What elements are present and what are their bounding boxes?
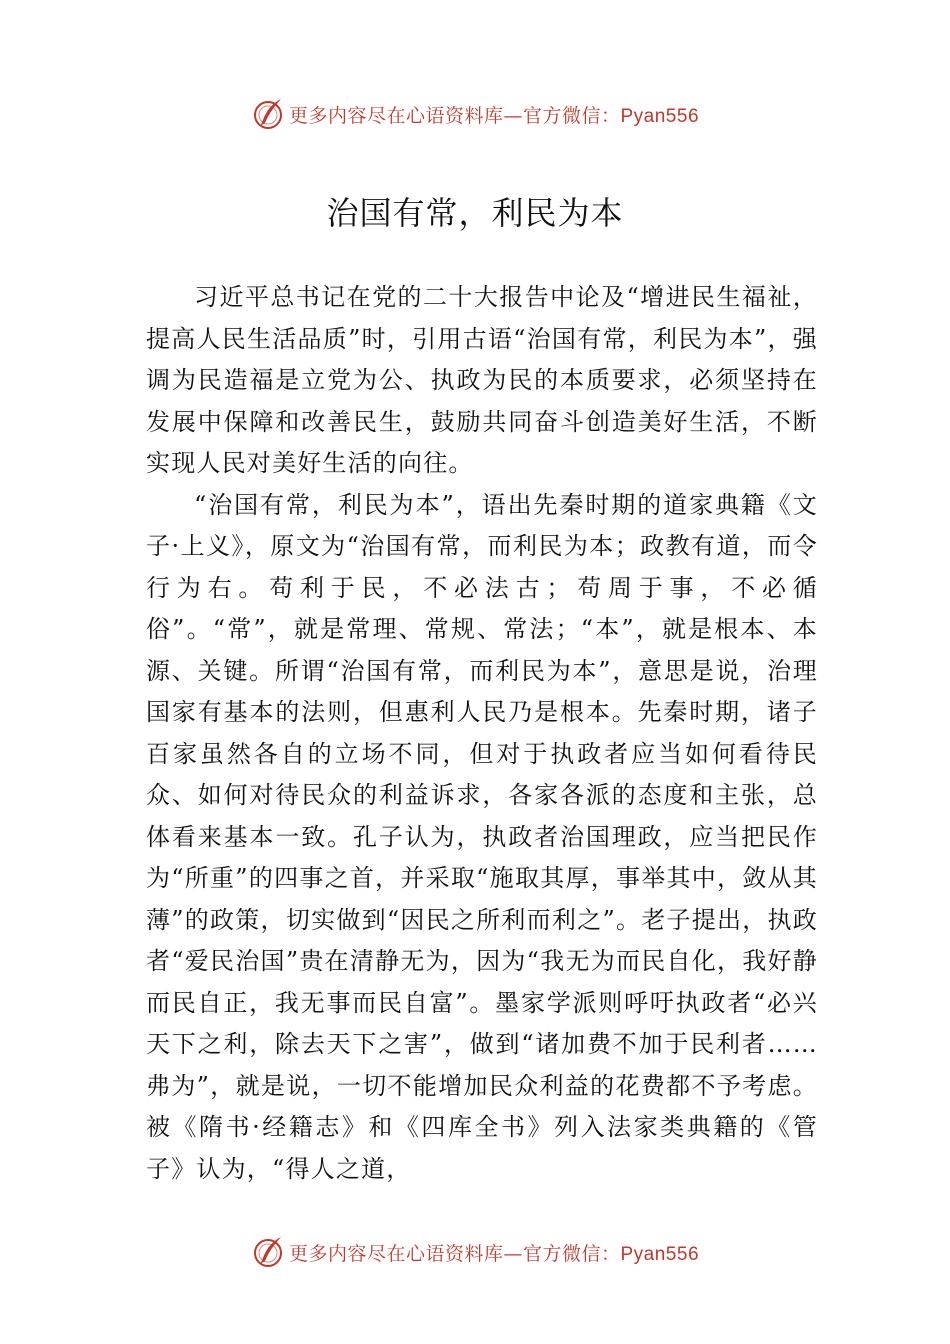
header-banner: [0, 94, 950, 134]
banner-text: 更多内容尽在心语资料库—官方微信：Pyan556: [288, 104, 700, 127]
paragraph: 习近平总书记在党的二十大报告中论及“增进民生福祉，提高人民生活品质”时，引用古语“治国有常，利民为本”，强调为民造福是立党为公、执政为民的本质要求，必须坚持在发展中保障和改善民生，鼓励共同奋斗创造美好生活，不断实现人民对美好生活的向往。: [146, 283, 818, 477]
paragraph: “治国有常，利民为本”，语出先秦时期的道家典籍《文子·上义》，原文为“治国有常，而利民为本；政教有道，而令行为右。苟利于民，不必法古；苟周于事，不必循俗”。“常”，就是常理、常规、常法；“本”，就是根本、本源、关键。所谓“治国有常，而利民为本”，意思是说，治理国家有基本的法则，但惠利人民乃是根本。先秦时期，诸子百家虽然各自的立场不同，但对于执政者应当如何看待民众、如何对待民众的利益诉求，各家各派的态度和主张，总体看来基本一致。孔子认为，执政者治国理政，应当把民作为“所重”的四事之首，并采取“施取其厚，事举其中，敛从其薄”的政策，切实做到“因民之所利而利之”。老子提出，执政者“爱民治国”贵在清静无为，因为“我无为而民自化，我好静而民自正，我无事而民自富”。墨家学派则呼吁执政者“必兴天下之利，除去天下之害”，做到“诸加费不加于民利者……弗为”，就是说，一切不能增加民众利益的花费都不予考虑。被《隋书·经籍志》和《四库全书》列入法家类典籍的《管子》认为，“得人之道，: [146, 490, 818, 1183]
wechat-id: Pyan556: [620, 1243, 700, 1265]
quill-logo-icon: [251, 96, 287, 132]
wechat-id: Pyan556: [620, 105, 700, 127]
article-body: [146, 277, 818, 1190]
banner-text: 更多内容尽在心语资料库—官方微信：Pyan556: [288, 1242, 700, 1265]
quill-logo-icon: [251, 1234, 287, 1270]
footer-banner: [0, 1232, 950, 1272]
page-title: 治国有常，利民为本: [326, 194, 624, 232]
